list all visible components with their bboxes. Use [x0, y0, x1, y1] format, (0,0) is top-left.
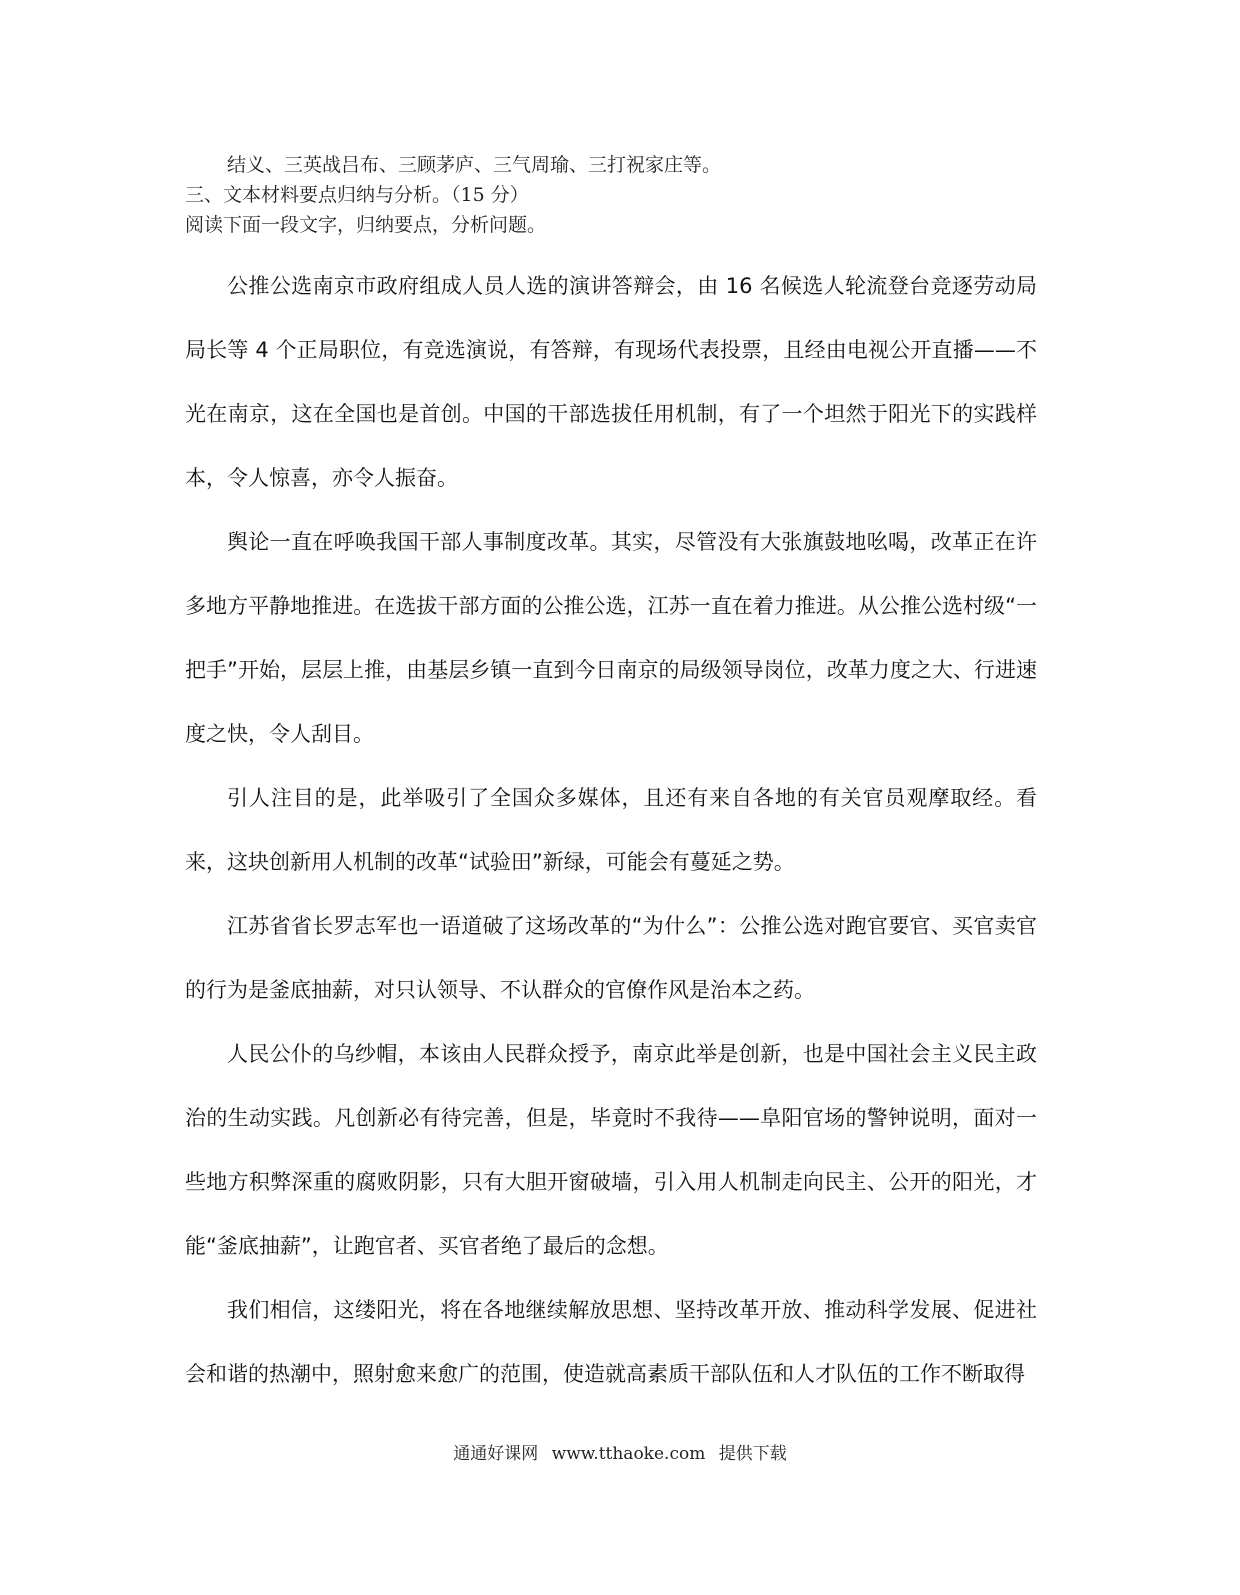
article-paragraph: 引人注目的是，此举吸引了全国众多媒体，且还有来自各地的有关官员观摩取经。看来，这块创新用人机制的改革“试验田”新绿，可能会有蔓延之势。	[185, 786, 1037, 874]
article-paragraph: 江苏省省长罗志军也一语道破了这场改革的“为什么”：公推公选对跑官要官、买官卖官的行为是釜底抽薪，对只认领导、不认群众的官僚作风是治本之药。	[185, 914, 1037, 1002]
continuation-line: 结义、三英战吕布、三顾茅庐、三气周瑜、三打祝家庄等。	[227, 154, 722, 176]
page-footer	[0, 1442, 1240, 1466]
instruction-text: 阅读下面一段文字，归纳要点，分析问题。	[185, 214, 547, 236]
section-heading: 三、文本材料要点归纳与分析。（15 分）	[185, 184, 529, 206]
question-header	[185, 150, 1045, 240]
article-paragraph: 人民公仆的乌纱帽，本该由人民群众授予，南京此举是创新，也是中国社会主义民主政治的生动实践。凡创新必有待完善，但是，毕竟时不我待——阜阳官场的警钟说明，面对一些地方积弊深重的腐败阴影，只有大胆开窗破墙，引入用人机制走向民主、公开的阳光，才能“釜底抽薪”，让跑官者、买官者绝了最后的念想。	[185, 1042, 1037, 1258]
footer-site-url: www.tthaoke.com	[551, 1444, 706, 1464]
footer-site-name: 通通好课网	[453, 1444, 539, 1464]
article-paragraph: 我们相信，这缕阳光，将在各地继续解放思想、坚持改革开放、推动科学发展、促进社会和谐的热潮中，照射愈来愈广的范围，使造就高素质干部队伍和人才队伍的工作不断取得	[185, 1298, 1037, 1386]
article-paragraph: 舆论一直在呼唤我国干部人事制度改革。其实，尽管没有大张旗鼓地吆喝，改革正在许多地方平静地推进。在选拔干部方面的公推公选，江苏一直在着力推进。从公推公选村级“一把手”开始，层层上推，由基层乡镇一直到今日南京的局级领导岗位，改革力度之大、行进速度之快，令人刮目。	[185, 530, 1037, 746]
article-body	[185, 254, 1037, 1406]
footer-tagline: 提供下载	[718, 1444, 787, 1464]
article-paragraph: 公推公选南京市政府组成人员人选的演讲答辩会，由 16 名候选人轮流登台竞逐劳动局局长等 4 个正局职位，有竞选演说，有答辩，有现场代表投票，且经由电视公开直播——不光在南京，这在全国也是首创。中国的干部选拔任用机制，有了一个坦然于阳光下的实践样本，令人惊喜，亦令人振奋。	[185, 274, 1037, 490]
